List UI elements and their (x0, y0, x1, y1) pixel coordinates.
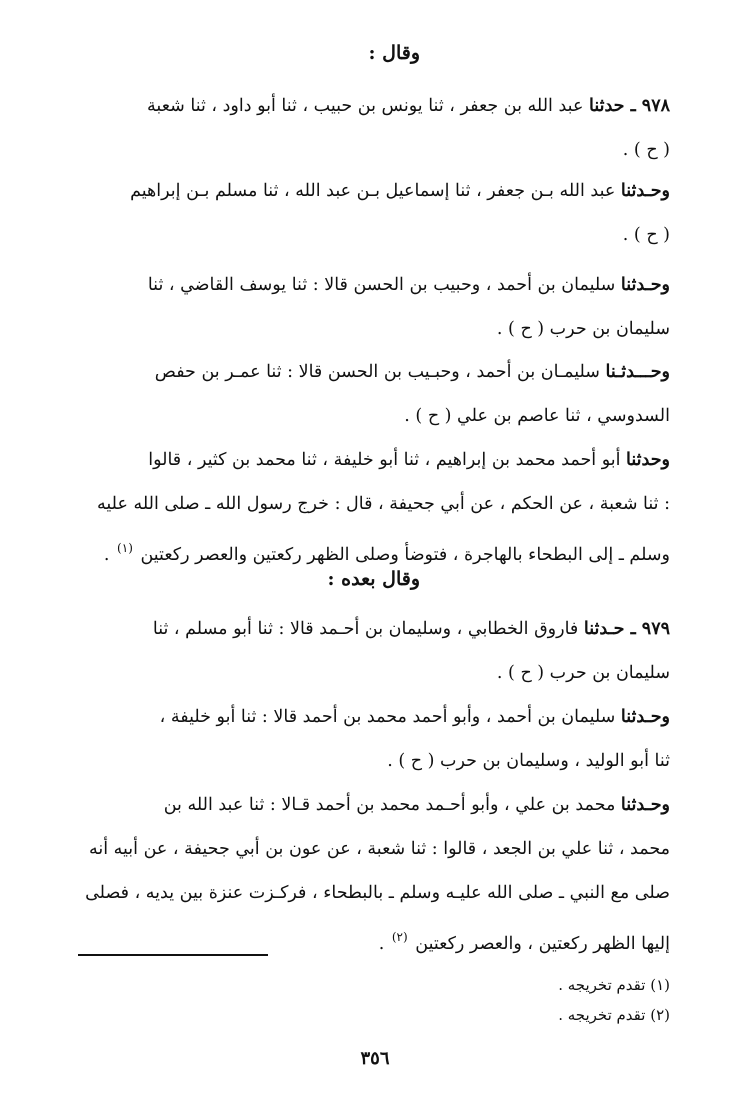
hadith-lead: ٩٧٨ ـ حدثنا (588, 96, 670, 116)
paragraph-line: محمد ، ثنا علي بن الجعد ، قالوا : ثنا شعبة ، عن عون بن أبي جحيفة ، عن أبيه أنه (88, 839, 670, 859)
paragraph-line (75, 607, 670, 651)
paragraph-text: عبد الله بن جعفر ، ثنا يونس بن حبيب ، ثنا أبو داود ، ثنا شعبة (147, 96, 584, 116)
hadith-lead: ٩٧٩ ـ حـدثنا (583, 619, 670, 639)
section-heading: وقال : (368, 42, 420, 64)
paragraph-text: سليمان بن أحمد ، وحبيب بن الحسن قالا : ثنا يوسف القاضي ، ثنا (147, 275, 616, 295)
paragraph-text: عبد الله بـن جعفر ، ثنا إسماعيل بـن عبد الله ، ثنا مسلم بـن إبراهيم (130, 181, 616, 201)
chain-lead: وحـدثنا (620, 181, 670, 201)
paragraph-line: : ثنا شعبة ، عن الحكم ، عن أبي جحيفة ، قال : خرج رسول الله ـ صلى الله عليه (96, 494, 670, 514)
footnote-divider (78, 954, 268, 956)
paragraph-text: سليمـان بن أحمد ، وحبـيب بن الحسن قالا : ثنا عمـر بن حفص (154, 362, 600, 382)
paragraph-line (75, 438, 670, 482)
paragraph-line: ثنا أبو الوليد ، وسليمان بن حرب ( ح ) . (387, 751, 670, 771)
chain-lead: وحـدثنا (620, 707, 670, 727)
footnote-1: (١) تقدم تخريجه . (558, 976, 670, 994)
footnote-2: (٢) تقدم تخريجه . (558, 1006, 670, 1024)
paragraph-line (75, 263, 670, 307)
paragraph-line (75, 350, 670, 394)
paragraph-line: سليمان بن حرب ( ح ) . (496, 319, 670, 339)
hadith-978-paragraph (75, 84, 670, 172)
chain-paragraph (75, 169, 670, 257)
footnotes (75, 970, 670, 1030)
paragraph-line (75, 84, 670, 128)
paragraph-text: إليها الظهر ركعتين ، والعصر ركعتين (415, 934, 670, 954)
chain-paragraph (75, 263, 670, 351)
paragraph-end-mark: . (378, 934, 385, 954)
page-number: ٣٥٦ (360, 1048, 390, 1069)
chain-lead: وحـدثنا (620, 275, 670, 295)
paragraph-line (75, 915, 670, 959)
paragraph-line: ( ح ) . (622, 225, 670, 245)
footnote-reference: (٢) (391, 930, 408, 944)
chain-lead: وحـــدثـنا (605, 362, 670, 382)
paragraph-text: فاروق الخطابي ، وسليمان بن أحـمد قالا : ثنا أبو مسلم ، ثنا (152, 619, 579, 639)
paragraph-line: السدوسي ، ثنا عاصم بن علي ( ح ) . (404, 406, 670, 426)
hadith-text-paragraph (75, 783, 670, 959)
hadith-text-paragraph (75, 438, 670, 570)
paragraph-line (75, 695, 670, 739)
hadith-979-paragraph (75, 607, 670, 695)
paragraph-text: محمد بن علي ، وأبو أحـمد محمد بن أحمد قـالا : ثنا عبد الله بن (163, 795, 616, 815)
paragraph-text: وسلم ـ إلى البطحاء بالهاجرة ، فتوضأ وصلى الظهر ركعتين والعصر ركعتين (140, 545, 670, 565)
section-heading: وقال بعده : (327, 568, 420, 590)
paragraph-text: أبو أحمد محمد بن إبراهيم ، ثنا أبو خليفة ، ثنا محمد بن كثير ، قالوا (148, 450, 621, 470)
chain-lead: وحـدثنا (620, 795, 670, 815)
paragraph-line: صلى مع النبي ـ صلى الله عليـه وسلم ـ بالبطحاء ، فركـزت عنزة بين يديه ، فصلى (85, 883, 670, 903)
footnote-reference: (١) (117, 541, 133, 555)
paragraph-line: ( ح ) . (622, 140, 670, 160)
chain-paragraph (75, 350, 670, 438)
chain-paragraph (75, 695, 670, 783)
paragraph-line (75, 783, 670, 827)
paragraph-text: سليمان بن أحمد ، وأبو أحمد محمد بن أحمد قالا : ثنا أبو خليفة ، (159, 707, 616, 727)
chain-lead: وحدثنا (626, 450, 670, 470)
paragraph-line: سليمان بن حرب ( ح ) . (496, 663, 670, 683)
paragraph-line (75, 169, 670, 213)
paragraph-end-mark: . (103, 545, 110, 565)
